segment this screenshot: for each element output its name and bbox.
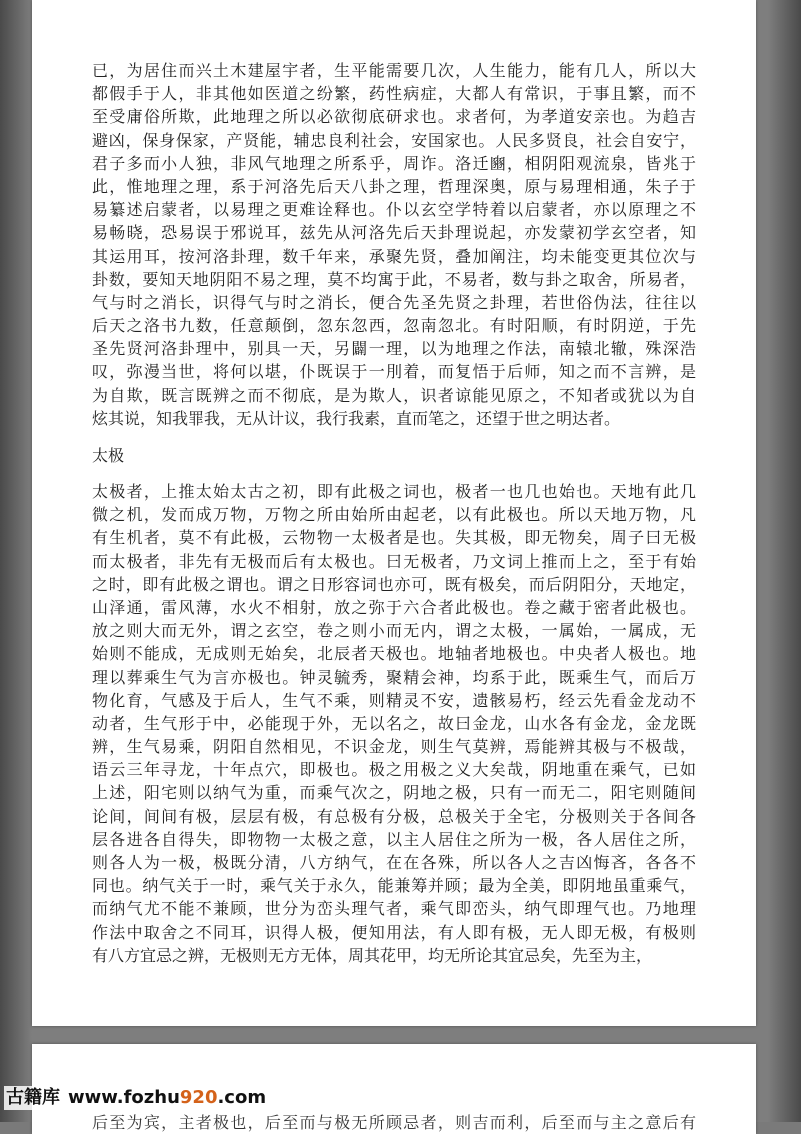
text-line: 易畅晓，恐易误于邪说耳，兹先从河洛先后天卦理说起，亦发蒙初学玄空者，知 [92, 223, 696, 243]
text-line: 同也。纳气关于一时，乘气关于永久，能兼筹并顾；最为全美，即阴地虽重乘气， [92, 876, 696, 896]
next-page-text: 后至为宾，主者极也，后至而与极无所顾忌者，则吉而利，后至而与主之意后有 [92, 1113, 696, 1132]
text-line: 至受庸俗所欺，此地理之所以必欲彻底研求也。求者何，为孝道安亲也。为趋吉 [92, 107, 696, 127]
text-line: 已，为居住而兴土木建屋宇者，生平能需要几次，人生能力，能有几人，所以大 [92, 61, 696, 80]
watermark-url-suffix: .com [217, 1087, 267, 1108]
text-line: 叹，弥漫当世，将何以堪，仆既误于一刖着，而复悟于后师，知之而不言辨，是 [92, 362, 696, 382]
text-line: 上述，阳宅则以纳气为重，而乘气次之，阴地之极，只有一而无二，阳宅则随间 [92, 783, 696, 803]
text-line: 避凶，保身保家，产贤能，辅忠良利社会，安国家也。人民多贤良，社会自安宁， [92, 130, 696, 150]
text-line: 卦数，要知天地阴阳不易之理，莫不均寓于此，不易者，数与卦之取舍，所易者， [92, 269, 696, 289]
text-line: 后天之洛书九数，任意颠倒，忽东忽西，忽南忽北。有时阳顺，有时阴逆，于先 [92, 316, 696, 336]
text-line: 始则不能成，无成则无始矣，北辰者天极也。地轴者地极也。中央者人极也。地 [92, 644, 696, 664]
text-line: 都假手于人，非其他如医道之纷繁，药性病症，大都人有常识，于事且繁，而不 [92, 84, 696, 104]
text-line: 太极者，上推太始太古之初，即有此极之词也，极者一也几也始也。天地有此几 [92, 482, 696, 501]
watermark-site-name: 古籍库 [6, 1087, 60, 1108]
text-line: 君子多而小人独，非风气地理之所系乎，周诈。洛迁豳，相阴阳观流泉，皆兆于 [92, 153, 696, 173]
text-line: 气与时之消长，识得气与时之消长，便合先圣先贤之卦理，若世俗伪法，往往以 [92, 292, 696, 312]
text-line: 有生机者，莫不有此极，云物物一太极者是也。失其极，即无物矣，周子曰无极 [92, 528, 696, 548]
text-line: 物化育，气感及于后人，生气不乘，则精灵不安，遗骸易朽，经云先看金龙动不 [92, 690, 696, 710]
text-line: 其运用耳，按河洛卦理，数千年来，承聚先贤，叠加阐注，均未能变更其位次与 [92, 246, 696, 266]
text-line: 之时，即有此极之谓也。谓之日形容词也亦可，既有极矣，而后阴阳分，天地定， [92, 574, 696, 594]
section-heading: 太极 [92, 446, 125, 465]
text-line: 理以葬乘生气为言亦极也。钟灵毓秀，聚精会神，均系于此，既乘生气，而后万 [92, 667, 696, 687]
watermark-url-domain: fozhu [123, 1087, 180, 1108]
site-watermark [4, 1086, 270, 1110]
text-line: 语云三年寻龙，十年点穴，即极也。极之用极之义大矣哉，阴地重在乘气，已如 [92, 760, 696, 780]
text-line: 则各人为一极，极既分清，八方纳气，在在各殊，所以各人之吉凶悔吝，各各不 [92, 853, 696, 872]
text-line: 而太极者，非先有无极而后有太极也。曰无极者，乃文词上推而上之，至于有始 [92, 551, 696, 571]
text-line: 山泽通，雷风薄，水火不相射，放之弥于六合者此极也。卷之藏于密者此极也。 [92, 597, 696, 617]
text-line: 而纳气尤不能不兼顾，世分为峦头理气者，乘气即峦头，纳气即理气也。乃地理 [92, 899, 696, 919]
text-line: 论间，间间有极，层层有极，有总极有分极，总极关于全宅，分极则关于各间各 [92, 806, 696, 826]
text-line: 有八方宜忌之辨，无极则无方无体，周其花甲，均无所论其宜忌矣，先至为主， [92, 945, 653, 965]
text-line: 层各进各自得失，即物物一太极之意，以主人居住之所为一极，各人居住之所， [92, 829, 696, 849]
text-line: 辨，生气易乘，阴阳自然相见，不识金龙，则生气莫辨，焉能辨其极与不极哉， [92, 737, 696, 757]
text-line: 为自欺，既言既辨之而不彻底，是为欺人，识者谅能见原之，不知者或犹以为自 [92, 385, 696, 405]
watermark-url-prefix: www. [68, 1087, 124, 1108]
text-line: 圣先贤河洛卦理中，别具一天，另闢一理，以为地理之作法，南辕北辙，殊深浩 [92, 339, 696, 359]
watermark-url-accent: 920 [179, 1087, 218, 1108]
text-line: 炫其说，知我罪我，无从计议，我行我素，直而笔之，还望于世之明达者。 [92, 408, 621, 428]
paragraph-2 [92, 480, 696, 967]
text-line: 放之则大而无外，谓之玄空，卷之则小而无内，谓之太极，一属始，一属成，无 [92, 621, 696, 641]
text-line: 此，惟地理之理，系于河洛先后天八卦之理，哲理深奥，原与易理相通，朱子于 [92, 176, 696, 196]
text-line: 微之机，发而成万物，万物之所由始所由起老，以有此极也。所以天地万物，凡 [92, 505, 696, 525]
document-page [32, 0, 756, 1026]
paragraph-1 [92, 59, 696, 430]
text-line: 作法中取舍之不同耳，识得人极，便知用法，有人即有极，无人即无极，有极则 [92, 922, 696, 942]
text-line: 动者，生气形于中，必能现于外，无以名之，故曰金龙，山水各有金龙，金龙既 [92, 713, 696, 733]
text-line: 易纂述启蒙者，以易理之更难诠释也。仆以玄空学特着以启蒙者，亦以原理之不 [92, 200, 696, 220]
